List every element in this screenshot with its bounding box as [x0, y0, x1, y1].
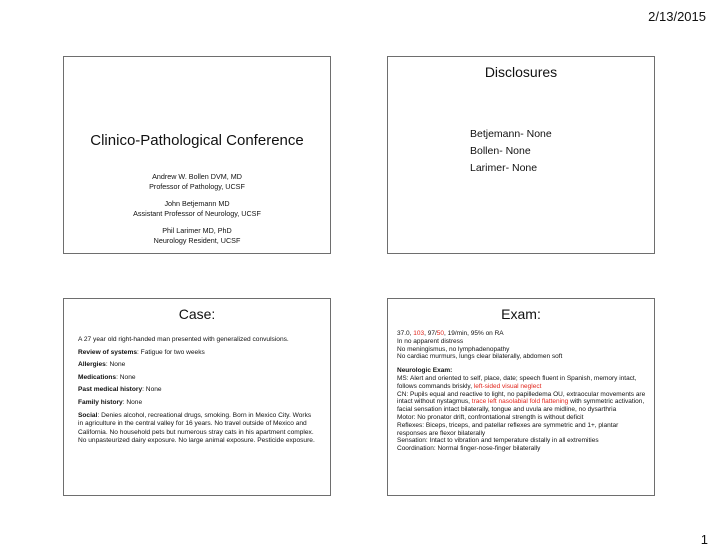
- slide-heading: Disclosures: [484, 64, 558, 80]
- disclosure-item: Betjemann- None: [470, 128, 552, 140]
- vitals-text: , 97/: [424, 330, 437, 337]
- field-value: : Fatigue for two weeks: [137, 348, 205, 356]
- disclosure-list: [470, 126, 552, 177]
- exam-cn: [397, 391, 649, 414]
- case-pmh: [78, 386, 318, 395]
- exam-line: In no apparent distress: [397, 337, 464, 345]
- author-name: Andrew W. Bollen DVM, MD: [152, 172, 242, 181]
- author-name: Phil Larimer MD, PhD: [162, 226, 232, 235]
- case-ros: [78, 349, 318, 358]
- field-label: Allergies: [78, 361, 106, 369]
- exam-sensation: Sensation: Intact to vibration and temperature distally in all extremities: [397, 437, 599, 445]
- author-list: [64, 172, 330, 245]
- slide-exam: [387, 298, 655, 496]
- field-value: : None: [116, 373, 136, 381]
- author-role: Assistant Professor of Neurology, UCSF: [133, 208, 261, 218]
- slide-case: [63, 298, 331, 496]
- field-value: : Denies alcohol, recreational drugs, smoking. Born in Mexico City. Works in agriculture in the central valley for 16 years. No travel outside of Mexico and California. No household pets but numerous stray cats in his apartment complex. No unpasteurized dairy exposure. No large animal exposure. Pesticide exposure.: [78, 411, 315, 445]
- neuro-heading: [397, 367, 649, 375]
- cn-text: CN: Pupils equal and reactive to light, no papilledema OU, extraocular movements are intact without nystagmus,: [397, 390, 646, 406]
- case-intro: A 27 year old right-handed man presented with generalized convulsions.: [78, 336, 289, 343]
- case-body: [78, 336, 318, 450]
- case-allergies: [78, 361, 318, 370]
- ms-abnormal: left-sided visual neglect: [473, 382, 542, 390]
- author-name: John Betjemann MD: [164, 199, 230, 208]
- vitals-text: 37.0,: [397, 330, 414, 337]
- neuro-heading-text: Neurologic Exam:: [397, 367, 453, 375]
- field-label: Social: [78, 411, 98, 419]
- slide-heading: Case:: [178, 306, 216, 322]
- case-social: [78, 412, 318, 446]
- field-label: Medications: [78, 373, 117, 381]
- page-number: 1: [700, 532, 708, 547]
- slide-title-heading: Clinico-Pathological Conference: [90, 132, 304, 149]
- ms-text: MS: Alert and oriented to self, place, date; speech fluent in Spanish, memory intact, follows commands briskly,: [397, 374, 637, 390]
- slide-disclosures: [387, 56, 655, 254]
- header-date: 2/13/2015: [648, 9, 706, 24]
- disclosure-item: Larimer- None: [470, 162, 538, 174]
- disclosure-item: Bollen- None: [470, 145, 531, 157]
- exam-motor: Motor: No pronator drift, confrontational strength is without deficit: [397, 413, 584, 421]
- field-label: Review of systems: [78, 348, 138, 356]
- exam-ms: [397, 375, 649, 391]
- slide-heading: Exam:: [501, 306, 541, 322]
- field-value: : None: [142, 386, 162, 394]
- field-value: : None: [122, 398, 143, 406]
- exam-vitals: [397, 330, 649, 338]
- exam-line: No cardiac murmurs, lungs clear bilaterally, abdomen soft: [397, 353, 563, 361]
- case-medications: [78, 374, 318, 383]
- vitals-text: , 19/min, 95% on RA: [444, 330, 504, 337]
- cn-abnormal: trace left nasolabial fold flattening: [471, 398, 569, 406]
- author-role: Professor of Pathology, UCSF: [149, 181, 245, 191]
- author-role: Neurology Resident, UCSF: [153, 235, 241, 245]
- slide-title: [63, 56, 331, 254]
- field-label: Past medical history: [78, 386, 143, 394]
- case-family: [78, 399, 318, 408]
- vitals-dbp-abnormal: 50: [436, 330, 445, 337]
- exam-body: [397, 330, 649, 453]
- exam-reflexes: Reflexes: Biceps, triceps, and patellar reflexes are symmetric and 1+, plantar responses are flexor bilaterally: [397, 421, 619, 437]
- cn-text: with symmetric activation, facial sensation intact bilaterally, tongue and uvula are midline, no dysarthria: [397, 398, 645, 414]
- field-label: Family history: [78, 398, 123, 406]
- exam-line: No meningismus, no lymphadenopathy: [397, 345, 510, 353]
- field-value: : None: [105, 361, 126, 369]
- vitals-hr-abnormal: 103: [413, 330, 425, 337]
- exam-coordination: Coordination: Normal finger-nose-finger bilaterally: [397, 445, 541, 453]
